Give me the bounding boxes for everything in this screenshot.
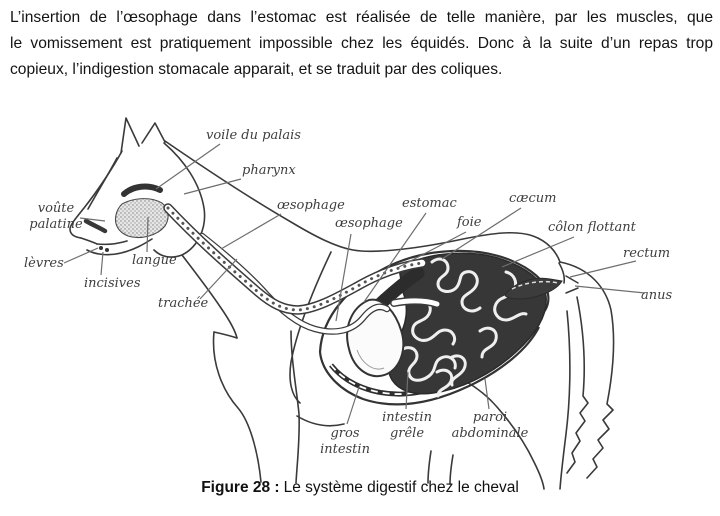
paragraph-line: le vomissement est pratiquement impossible chez les équidés. Donc à la suite d’un repas trop bbox=[10, 35, 713, 52]
anus-marks bbox=[566, 276, 578, 293]
label-oesophage-chest: œsophage bbox=[335, 216, 403, 231]
chest-line bbox=[214, 332, 237, 338]
label-paroi-abdominale: paroi abdominale bbox=[451, 410, 529, 441]
paragraph-line: copieux, l’indigestion stomacale apparait, et se traduit par des coliques. bbox=[10, 61, 503, 78]
hindleg-back-edge bbox=[560, 311, 570, 489]
mouth-line bbox=[97, 241, 127, 244]
soft-palate-crescent bbox=[124, 187, 160, 194]
belly-line bbox=[297, 416, 344, 426]
neck-back-line bbox=[165, 141, 560, 262]
paragraph-line: L’insertion de l’œsophage dans l’estomac est réalisée de telle manière, par les muscles, que bbox=[10, 9, 713, 26]
label-colon-flottant: côlon flottant bbox=[548, 220, 636, 235]
label-caecum: cæcum bbox=[509, 191, 557, 206]
figure-caption-number: Figure 28 : bbox=[201, 479, 280, 496]
ear-shapes bbox=[121, 118, 165, 153]
mouth-details-group bbox=[86, 187, 168, 252]
label-incisives: incisives bbox=[84, 276, 141, 291]
label-intestin-grele: intestin grêle bbox=[382, 410, 432, 441]
upper-lip-line bbox=[81, 238, 97, 244]
label-anus: anus bbox=[641, 288, 673, 303]
nasal-inner-line bbox=[88, 158, 117, 209]
label-levres: lèvres bbox=[24, 256, 64, 271]
label-foie: foie bbox=[457, 215, 482, 230]
label-pharynx: pharynx bbox=[242, 163, 296, 178]
tail-base-notch bbox=[559, 263, 564, 283]
label-trachee: trachée bbox=[158, 296, 209, 311]
label-voute-palatine: voûte palatine bbox=[29, 201, 83, 232]
label-rectum: rectum bbox=[623, 246, 671, 261]
duodenum-tube bbox=[394, 301, 437, 304]
figure-caption-text: Le système digestif chez le cheval bbox=[283, 479, 519, 496]
incisor-tooth bbox=[105, 248, 109, 252]
tail-outer-edge bbox=[560, 262, 614, 478]
label-estomac: estomac bbox=[402, 196, 457, 211]
label-langue: langue bbox=[132, 253, 177, 268]
foreleg-outer-edge bbox=[214, 332, 261, 482]
label-gros-intestin: gros intestin bbox=[320, 426, 370, 457]
label-voile-du-palais: voile du palais bbox=[206, 128, 301, 143]
incisor-tooth bbox=[99, 246, 103, 250]
tongue-shape bbox=[116, 199, 169, 238]
figure-caption bbox=[0, 479, 720, 497]
label-oesophage-neck: œsophage bbox=[277, 198, 345, 213]
